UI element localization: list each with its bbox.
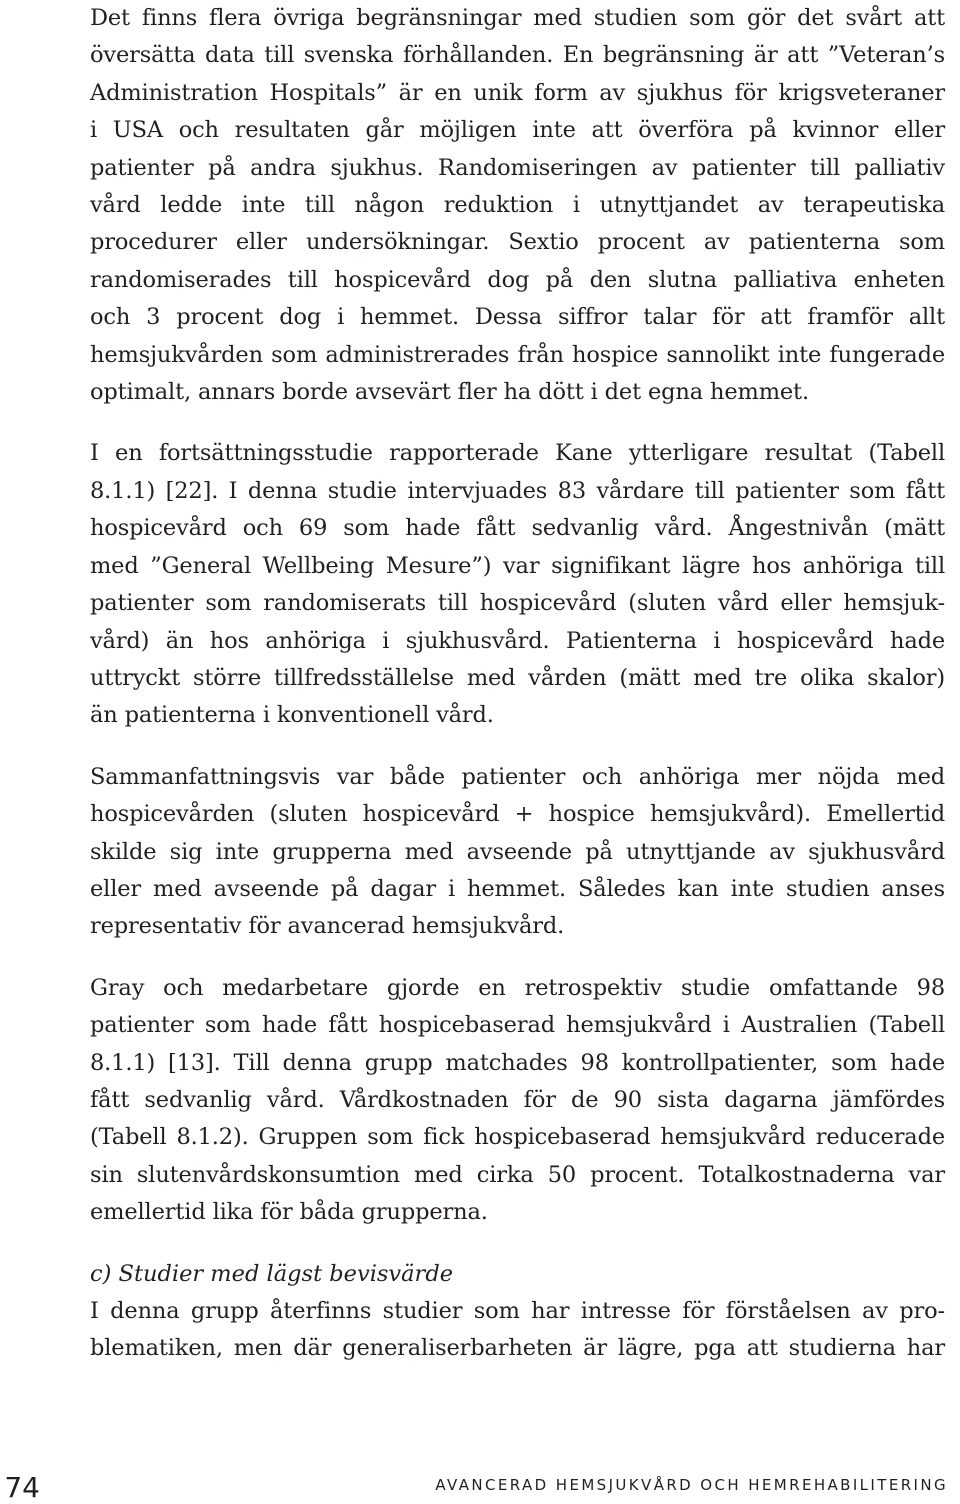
text-line: översätta data till svenska förhållanden. En begränsning är att ”Veteran’s (90, 42, 945, 69)
text-line: Administration Hospitals” är en unik form av sjukhus för krigsveteraner (90, 79, 945, 106)
text-line: Det finns flera övriga begränsningar med studien som gör det svårt att (90, 5, 945, 31)
text-line: hospicevård och 69 som hade fått sedvanlig vård. Ångestnivån (mätt (90, 515, 945, 542)
text-line: eller med avseende på dagar i hemmet. Således kan inte studien anses (90, 875, 945, 902)
text-line: Sammanfattningsvis var både patienter och anhöriga mer nöjda med (90, 763, 945, 790)
text-line: Gray och medarbetare gjorde en retrospektiv studie omfattande 98 (90, 974, 945, 1001)
body-paragraph (90, 0, 945, 411)
text-line: vård) än hos anhöriga i sjukhusvård. Patienterna i hospicevård hade (90, 627, 945, 654)
text-line: blematiken, men där generaliserbarheten är lägre, pga att studierna har (90, 1335, 945, 1362)
page-footer (0, 1462, 960, 1504)
text-line: uttryckt större tillfredsställelse med vården (mätt med tre olika skalor) (90, 664, 945, 691)
text-line: hospicevården (sluten hospicevård + hospice hemsjukvård). Emellertid (90, 801, 945, 828)
body-paragraph (90, 759, 945, 946)
body-paragraph (90, 1293, 945, 1368)
text-line: i USA och resultaten går möjligen inte att överföra på kvinnor eller (90, 117, 945, 144)
body-paragraph (90, 970, 945, 1232)
page-body (90, 0, 945, 1368)
text-line: än patienterna i konventionell vård. (90, 702, 494, 729)
text-line: patienter på andra sjukhus. Randomiseringen av patienter till palliativ (90, 154, 945, 181)
text-line: procedurer eller undersökningar. Sextio procent av patienterna som (90, 229, 945, 256)
text-line: sin slutenvårdskonsumtion med cirka 50 procent. Totalkostnaderna var (90, 1161, 945, 1188)
body-paragraph (90, 435, 945, 734)
section-heading: c) Studier med lägst bevisvärde (90, 1260, 454, 1287)
text-line: vård ledde inte till någon reduktion i utnyttjandet av terapeutiska (90, 192, 945, 219)
text-line: fått sedvanlig vård. Vårdkostnaden för de 90 sista dagarna jämfördes (90, 1086, 945, 1113)
text-line: hemsjukvården som administrerades från hospice sannolikt inte fungerade (90, 341, 945, 368)
text-line: skilde sig inte grupperna med avseende på utnyttjande av sjukhusvård (90, 838, 945, 865)
text-line: optimalt, annars borde avsevärt fler ha dött i det egna hemmet. (90, 379, 809, 406)
text-line: I denna grupp återfinns studier som har intresse för förståelsen av pro- (90, 1298, 945, 1324)
text-line: (Tabell 8.1.2). Gruppen som fick hospicebaserad hemsjukvård reducerade (90, 1124, 945, 1151)
text-line: emellertid lika för båda grupperna. (90, 1199, 488, 1226)
text-line: patienter som randomiserats till hospicevård (sluten vård eller hemsjuk- (90, 590, 945, 617)
text-line: I en fortsättningsstudie rapporterade Kane ytterligare resultat (Tabell (90, 440, 945, 467)
running-title: AVANCERAD HEMSJUKVÅRD OCH HEMREHABILITERING (435, 1476, 948, 1494)
page-number: 74 (4, 1471, 40, 1504)
text-line: 8.1.1) [13]. Till denna grupp matchades 98 kontrollpatienter, som hade (90, 1049, 945, 1076)
text-line: med ”General Wellbeing Mesure”) var signifikant lägre hos anhöriga till (90, 552, 945, 579)
text-line: och 3 procent dog i hemmet. Dessa siffror talar för att framför allt (90, 304, 945, 331)
text-line: representativ för avancerad hemsjukvård. (90, 913, 565, 940)
text-line: 8.1.1) [22]. I denna studie intervjuades 83 vårdare till patienter som fått (90, 477, 945, 504)
text-line: patienter som hade fått hospicebaserad hemsjukvård i Australien (Tabell (90, 1012, 945, 1039)
text-line: randomiserades till hospicevård dog på den slutna palliativa enheten (90, 266, 945, 293)
